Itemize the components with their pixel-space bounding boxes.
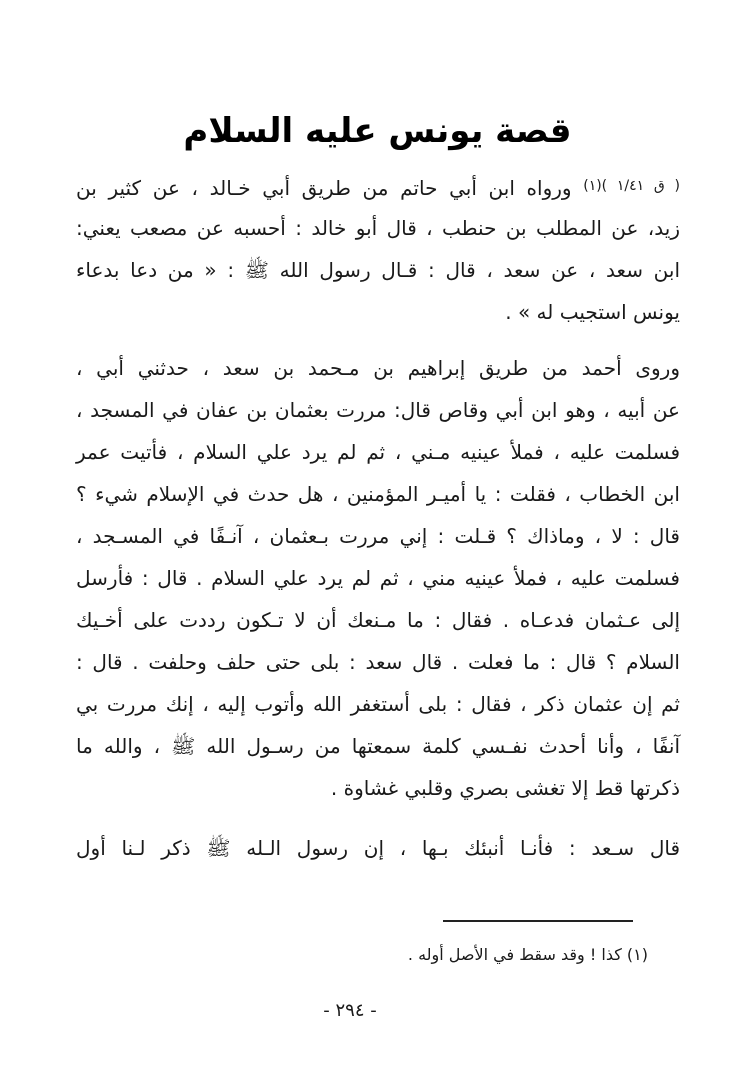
text-line: قال : لا ، وماذاك ؟ قـلت : إني مررت بـعثمان ، آنـفًا في المسـجد ، — [76, 524, 680, 548]
footnote: (١) كذا ! وقد سقط في الأصل أوله . — [407, 945, 648, 964]
text-line: ذكرتها قط إلا تغشى بصري وقلبي غشاوة . — [330, 776, 680, 800]
text-line: آنفًا ، وأنا أحدث نفـسي كلمة سمعتها من رسـول الله ﷺ ، والله ما — [76, 734, 680, 758]
text-line: زيد، عن المطلب بن حنطب ، قال أبو خالد : أحسبه عن مصعب يعني: — [76, 216, 680, 240]
text-line: قال سـعد : فأنـا أنبئك بـها ، إن رسول الـله ﷺ ذكر لـنا أول — [76, 836, 680, 860]
text-line: عن أبيه ، وهو ابن أبي وقاص قال: مررت بعثمان بن عفان في المسجد ، — [76, 398, 680, 422]
text-line: ثم إن عثمان ذكر ، فقال : بلى أستغفر الله وأتوب إليه ، إنك مررت بي — [76, 692, 680, 716]
page-title: قصة يونس عليه السلام — [183, 111, 572, 151]
text-line: إلى عـثمان فدعـاه . فقال : ما مـنعك أن لا تـكون رددت على أخـيك — [76, 608, 680, 632]
text-line: ابن سعد ، عن سعد ، قال : قـال رسول الله ﷺ : « من دعا بدعاء — [76, 258, 680, 282]
manuscript-reference: ( ق ١/٤١ )(١) — [583, 178, 680, 194]
page-number: - ٢٩٤ - — [323, 1000, 377, 1021]
text-line: يونس استجيب له » . — [505, 300, 680, 324]
text-line: فسلمت عليه ، فملأ عينيه مني ، ثم لم يرد علي السلام . قال : فأرسل — [76, 566, 680, 590]
text-line: السلام ؟ قال : ما فعلت . قال سعد : بلى حتى حلف وحلفت . قال : — [76, 650, 680, 674]
text-line — [76, 166, 680, 206]
text-line: فسلمت عليه ، فملأ عينيه مـني ، ثم لم يرد علي السلام ، فأتيت عمر — [76, 440, 680, 464]
text-line: وروى أحمد من طريق إبراهيم بن مـحمد بن سعد ، حدثني أبي ، — [76, 356, 680, 380]
text-line: ابن الخطاب ، فقلت : يا أميـر المؤمنين ، هل حدث في الإسلام شيء ؟ — [76, 482, 680, 506]
line-text: ورواه ابن أبي حاتم من طريق أبي خـالد ، عن كثير بن — [76, 176, 572, 200]
footnote-separator — [443, 920, 633, 922]
